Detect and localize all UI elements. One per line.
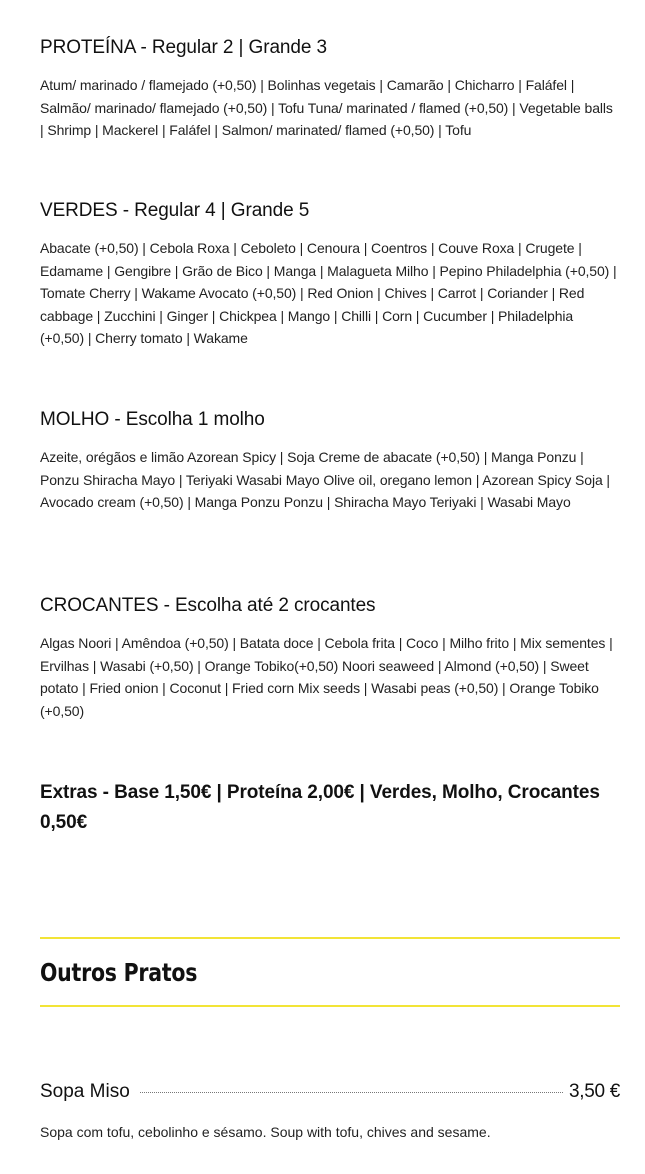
divider-top bbox=[40, 937, 620, 939]
divider-bottom bbox=[40, 1005, 620, 1007]
dotted-leader bbox=[140, 1092, 563, 1093]
section-molho bbox=[40, 408, 620, 514]
dish-name: Sopa Miso bbox=[40, 1081, 130, 1102]
dish-price: 3,50 € bbox=[568, 1081, 620, 1102]
section-extras bbox=[40, 778, 620, 838]
dish-description: Sopa com tofu, cebolinho e sésamo. Soup with tofu, chives and sesame. bbox=[40, 1124, 491, 1140]
section-crocantes bbox=[40, 594, 620, 722]
section-title-crocantes: CROCANTES - Escolha até 2 crocantes bbox=[40, 595, 376, 616]
outros-heading: Outros Pratos bbox=[40, 958, 198, 987]
extras-title: Extras - Base 1,50€ | Proteína 2,00€ | Verdes, Molho, Crocantes 0,50€ bbox=[40, 782, 600, 833]
section-proteina bbox=[40, 36, 620, 142]
section-verdes bbox=[40, 199, 620, 350]
section-options-verdes: Abacate (+0,50) | Cebola Roxa | Ceboleto | Cenoura | Coentros | Couve Roxa | Crugete | Edamame | Gengibre | Grão de Bico | Manga | Malagueta Milho | Pepino Philadelphia (+0,50) | Tomate Cherry | Wakame Avocato (+0,50) | Red Onion | Chives | Carrot | Coriander | Red cabbage | Zucchini | Ginger | Chickpea | Mango | Chilli | Corn | Cucumber | Philadelphia (+0,50) | Cherry tomato | Wakame bbox=[40, 240, 617, 346]
section-title-proteina: PROTEÍNA - Regular 2 | Grande 3 bbox=[40, 37, 327, 58]
section-options-molho: Azeite, orégãos e limão Azorean Spicy | Soja Creme de abacate (+0,50) | Manga Ponzu | Ponzu Shiracha Mayo | Teriyaki Wasabi Mayo Olive oil, oregano lemon | Azorean Spicy Soja | Avocado cream (+0,50) | Manga Ponzu Ponzu | Shiracha Mayo Teriyaki | Wasabi Mayo bbox=[40, 449, 610, 510]
section-options-proteina: Atum/ marinado / flamejado (+0,50) | Bolinhas vegetais | Camarão | Chicharro | Faláfel | Salmão/ marinado/ flamejado (+0,50) | Tofu Tuna/ marinated / flamed (+0,50) | Vegetable balls | Shrimp | Mackerel | Faláfel | Salmon/ marinated/ flamed (+0,50) | Tofu bbox=[40, 77, 613, 138]
dish-row-sopa-miso bbox=[40, 1078, 620, 1106]
section-title-molho: MOLHO - Escolha 1 molho bbox=[40, 409, 265, 430]
section-options-crocantes: Algas Noori | Amêndoa (+0,50) | Batata doce | Cebola frita | Coco | Milho frito | Mix sementes | Ervilhas | Wasabi (+0,50) | Orange Tobiko(+0,50) Noori seaweed | Almond (+0,50) | Sweet potato | Fried onion | Coconut | Fried corn Mix seeds | Wasabi peas (+0,50) | Orange Tobiko (+0,50) bbox=[40, 635, 613, 719]
section-title-verdes: VERDES - Regular 4 | Grande 5 bbox=[40, 200, 310, 221]
